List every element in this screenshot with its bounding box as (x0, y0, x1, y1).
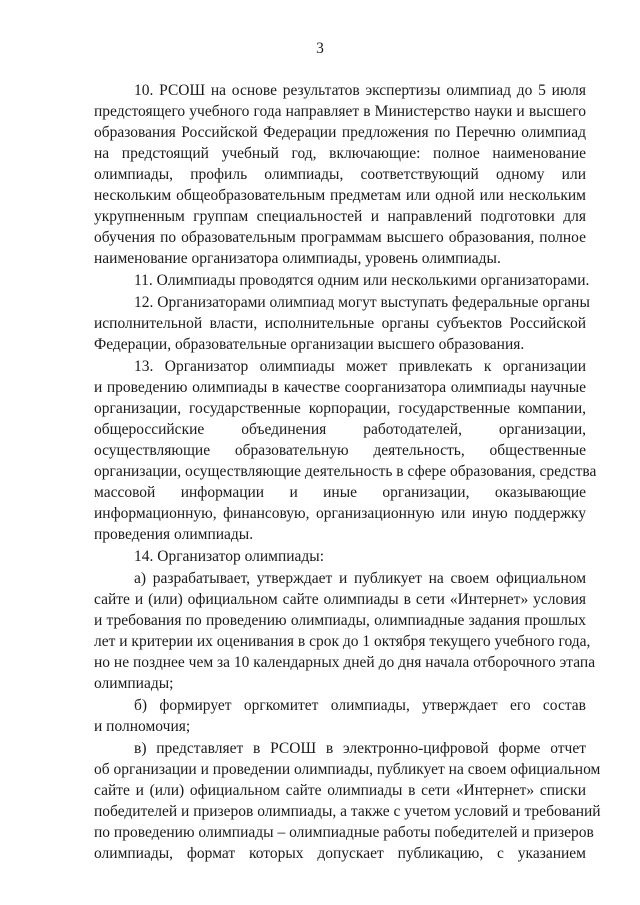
paragraph (94, 292, 590, 355)
text-line: по проведению олимпиады – олимпиадные работы победителей и призеров (94, 824, 594, 841)
text-line: наименование организатора олимпиады, уровень олимпиады. (94, 250, 501, 267)
paragraph (94, 738, 601, 864)
text-line: общероссийские объединения работодателей, организации, (94, 421, 586, 438)
paragraph (94, 80, 586, 269)
text-line: образования Российской Федерации предложения по Перечню олимпиад (94, 124, 586, 141)
paragraph (94, 270, 590, 291)
text-line: лет и критерии их оценивания в срок до 1 октября текущего учебного года, (94, 633, 591, 650)
text-line: нескольким общеобразовательным предметам или одной или нескольким (94, 187, 586, 204)
paragraph (94, 695, 586, 737)
text-line: и требования по проведению олимпиады, олимпиадные задания прошлых (94, 612, 586, 629)
text-line: 11. Олимпиады проводятся одним или несколькими организаторами. (134, 272, 590, 289)
text-line: массовой информации и иные организации, оказывающие (94, 484, 586, 501)
text-line: 10. РСОШ на основе результатов экспертизы олимпиад до 5 июля (134, 82, 586, 99)
paragraph (94, 356, 597, 545)
document-body (94, 80, 601, 864)
text-line: организации, осуществляющие деятельность в сфере образования, средства (94, 463, 597, 480)
text-line: исполнительной власти, исполнительные органы субъектов Российской (94, 315, 586, 332)
text-line: 13. Организатор олимпиады может привлекать к организации (134, 358, 586, 375)
text-line: а) разрабатывает, утверждает и публикует на своем официальном (134, 570, 586, 587)
text-line: в) представляет в РСОШ в электронно-цифровой форме отчет (134, 740, 586, 757)
text-line: обучения по образовательным программам высшего образования, полное (94, 229, 586, 246)
text-line: олимпиады, формат которых допускает публикацию, с указанием (94, 845, 586, 862)
text-line: проведения олимпиады. (94, 526, 254, 543)
text-line: и полномочия; (94, 718, 191, 735)
text-line: 12. Организаторами олимпиад могут выступать федеральные органы (134, 294, 590, 311)
page-number: 3 (316, 40, 324, 57)
text-line: но не позднее чем за 10 календарных дней до дня начала отборочного этапа (94, 654, 596, 671)
paragraph (94, 568, 596, 694)
text-line: олимпиады; (94, 675, 174, 692)
text-line: 14. Организатор олимпиады: (134, 548, 325, 565)
text-line: на предстоящий учебный год, включающие: полное наименование (94, 145, 586, 162)
text-line: укрупненным группам специальностей и направлений подготовки для (94, 208, 586, 225)
text-line: предстоящего учебного года направляет в Министерство науки и высшего (94, 103, 586, 120)
text-line: сайте и (или) официальном сайте олимпиады в сети «Интернет» условия (94, 591, 586, 608)
text-line: олимпиады, профиль олимпиады, соответствующий одному или (94, 166, 586, 183)
text-line: информационную, финансовую, организационную или иную поддержку (94, 505, 586, 522)
text-line: и проведению олимпиады в качестве соорганизатора олимпиады научные (94, 379, 586, 396)
text-line: б) формирует оргкомитет олимпиады, утверждает его состав (134, 697, 586, 714)
paragraph (94, 546, 586, 567)
text-line: Федерации, образовательные организации высшего образования. (94, 336, 525, 353)
text-line: сайте и (или) официальном сайте олимпиады в сети «Интернет» списки (94, 782, 586, 799)
text-line: организации, государственные корпорации, государственные компании, (94, 400, 586, 417)
text-line: об организации и проведении олимпиады, публикует на своем официальном (94, 761, 601, 778)
text-line: осуществляющие образовательную деятельность, общественные (94, 442, 586, 459)
text-line: победителей и призеров олимпиады, а также с учетом условий и требований (94, 803, 601, 820)
